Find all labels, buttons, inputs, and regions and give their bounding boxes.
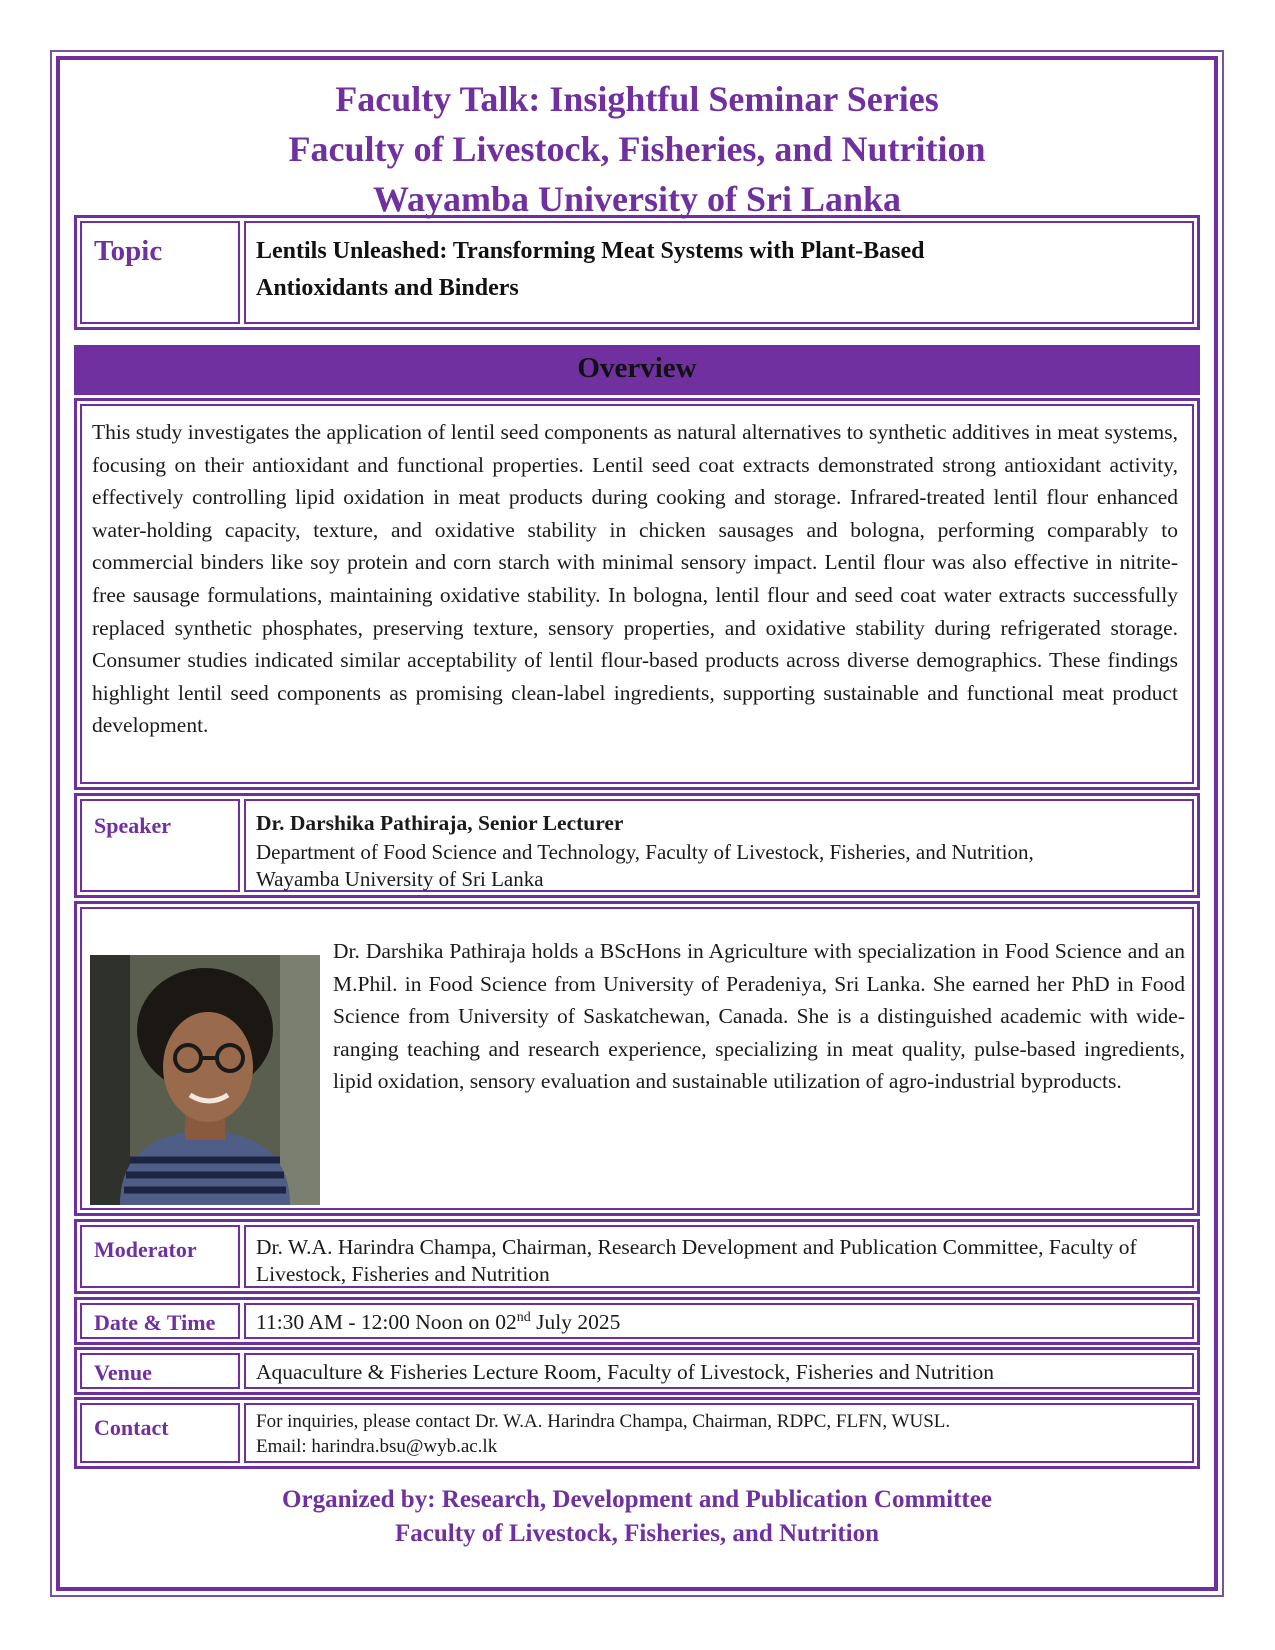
speaker-value-cell xyxy=(244,799,1194,892)
speaker-bio: Dr. Darshika Pathiraja holds a BScHons in Agriculture with specialization in Food Science and an M.Phil. in Food Science from University of Peradeniya, Sri Lanka. She earned her PhD in Food Science from University of Saskatchewan, Canada. She is a distinguished academic with wide-ranging teaching and research experience, specializing in meat quality, pulse-based ingredients, lipid oxidation, sensory evaluation and sustainable utilization of agro-industrial byproducts. xyxy=(333,939,1185,1094)
footer-organizer: Organized by: Research, Development and Publication Committee xyxy=(282,1486,992,1513)
venue-value-cell xyxy=(244,1353,1194,1389)
topic-row xyxy=(74,215,1200,330)
topic-value-cell xyxy=(244,221,1194,324)
overview-heading-band xyxy=(74,345,1200,395)
footer-faculty: Faculty of Livestock, Fisheries, and Nutrition xyxy=(394,1520,879,1547)
moderator-value-cell xyxy=(244,1225,1194,1288)
speaker-photo-portrait-icon xyxy=(90,955,320,1205)
contact-line1: For inquiries, please contact Dr. W.A. Harindra Champa, Chairman, RDPC, FLFN, WUSL. xyxy=(256,1411,951,1432)
speaker-photo xyxy=(90,955,320,1205)
datetime-label-cell xyxy=(80,1303,240,1339)
overview-body-cell xyxy=(80,404,1194,784)
datetime-sup: nd xyxy=(516,1310,531,1325)
topic-label-cell xyxy=(80,221,240,324)
contact-email[interactable]: Email: harindra.bsu@wyb.ac.lk xyxy=(256,1436,498,1457)
speaker-affiliation: Department of Food Science and Technology, Faculty of Livestock, Fisheries, and Nutrition, Wayamba University of Sri Lanka xyxy=(256,840,1034,891)
datetime-row xyxy=(74,1297,1200,1345)
datetime-text xyxy=(256,1310,620,1335)
datetime-prefix: 11:30 AM - 12:00 Noon on 02 xyxy=(256,1310,517,1335)
venue-label-cell xyxy=(80,1353,240,1389)
datetime-suffix: July 2025 xyxy=(530,1310,621,1335)
moderator-label-cell xyxy=(80,1225,240,1288)
header-series-title: Faculty Talk: Insightful Seminar Series xyxy=(335,79,939,119)
header-faculty: Faculty of Livestock, Fisheries, and Nutrition xyxy=(288,129,986,169)
datetime-value-cell xyxy=(244,1303,1194,1339)
header-university: Wayamba University of Sri Lanka xyxy=(372,179,902,219)
contact-value-cell xyxy=(244,1403,1194,1463)
topic-title xyxy=(256,233,924,307)
overview-body xyxy=(74,398,1200,790)
venue-row xyxy=(74,1347,1200,1395)
speaker-name: Dr. Darshika Pathiraja, Senior Lecturer xyxy=(256,811,624,835)
moderator-text: Dr. W.A. Harindra Champa, Chairman, Research Development and Publication Committee, Faculty of Livestock, Fisheries and Nutrition xyxy=(256,1235,1137,1286)
speaker-row xyxy=(74,793,1200,898)
page-header xyxy=(60,74,1214,224)
moderator-label: Moderator xyxy=(94,1237,197,1262)
overview-heading: Overview xyxy=(577,352,697,384)
venue-text: Aquaculture & Fisheries Lecture Room, Faculty of Livestock, Fisheries and Nutrition xyxy=(256,1360,995,1384)
page-footer xyxy=(60,1483,1214,1551)
datetime-label: Date & Time xyxy=(94,1310,216,1335)
contact-row xyxy=(74,1397,1200,1469)
contact-label-cell xyxy=(80,1403,240,1463)
contact-label: Contact xyxy=(94,1415,169,1440)
topic-title-line2: Antioxidants and Binders xyxy=(256,275,519,301)
speaker-label: Speaker xyxy=(94,813,171,838)
moderator-row xyxy=(74,1219,1200,1294)
speaker-label-cell xyxy=(80,799,240,892)
topic-label: Topic xyxy=(94,235,163,267)
venue-label: Venue xyxy=(94,1360,152,1385)
topic-title-line1: Lentils Unleashed: Transforming Meat Systems with Plant-Based xyxy=(256,238,925,264)
overview-text: This study investigates the application of lentil seed components as natural alternatives to synthetic additives in meat systems, focusing on their antioxidant and functional properties. Lentil seed coat extracts demonstrated strong antioxidant activity, effectively controlling lipid oxidation in meat products during cooking and storage. Infrared-treated lentil flour enhanced water-holding capacity, texture, and oxidative stability in chicken sausages and bologna, performing comparably to commercial binders like soy protein and corn starch with minimal sensory impact. Lentil flour was also effective in nitrite-free sausage formulations, maintaining oxidative stability. In bologna, lentil flour and seed coat water extracts successfully replaced synthetic phosphates, preserving texture, sensory properties, and oxidative stability during refrigerated storage. Consumer studies indicated similar acceptability of lentil flour-based products across diverse demographics. These findings highlight lentil seed components as promising clean-label ingredients, supporting sustainable and functional meat product development. xyxy=(92,420,1178,738)
